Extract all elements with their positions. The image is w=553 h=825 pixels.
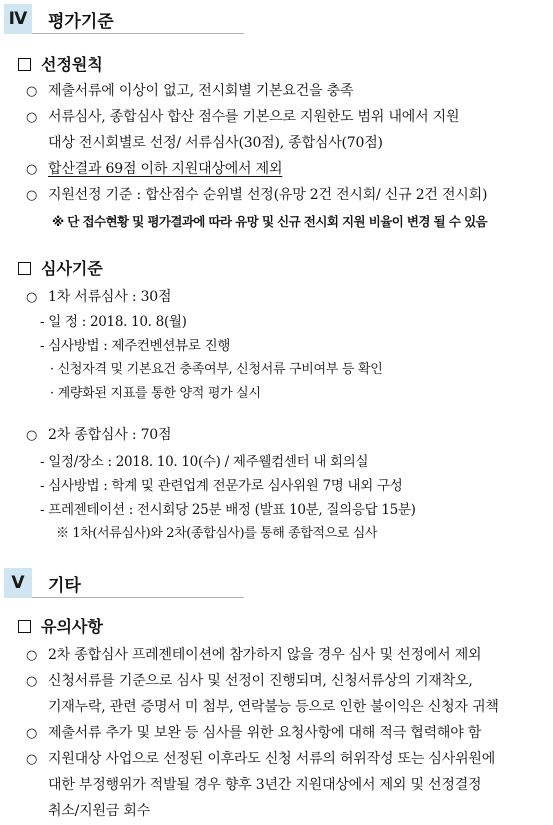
detail-row: - 일 정 : 2018. 10. 8(월) [40,314,187,330]
section-divider [32,33,244,34]
detail-row: - 심사방법 : 제주컨벤션뷰로 진행 [40,338,231,354]
list-item-continuation: 대상 전시회별로 선정/ 서류심사(30점), 종합심사(70점) [48,135,383,151]
square-bullet-icon [18,58,31,71]
list-item: ○ 신청서류를 기준으로 심사 및 선정이 진행되며, 신청서류상의 기재착오, [26,673,473,689]
section-title: 기타 [48,576,81,596]
circle-bullet-icon: ○ [26,428,38,443]
detail-row: - 심사방법 : 학계 및 관련업계 전문가로 심사위원 7명 내외 구성 [40,478,403,494]
detail-row: - 프레젠테이션 : 전시회당 25분 배정 (발표 10분, 질의응답 15분) [40,502,416,518]
list-item-continuation: 기재누락, 관련 증명서 미 첨부, 연락불능 등으로 인한 불이익은 신청자 귀책 [48,699,499,715]
list-item: ○ 서류심사, 종합심사 합산 점수를 기본으로 지원한도 범위 내에서 지원 [26,109,460,125]
detail-row: - 일정/장소 : 2018. 10. 10(수) / 제주웰컴센터 내 회의실 [40,454,369,470]
section-header-evaluation [4,4,244,34]
list-item: ○ 2차 종합심사 : 70점 [26,427,172,443]
circle-bullet-icon: ○ [26,290,38,305]
circle-bullet-icon: ○ [26,162,38,177]
section-number: Ⅳ [8,9,28,29]
list-item: ○ 합산결과 69점 이하 지원대상에서 제외 [26,161,283,177]
list-item: ○ 지원대상 사업으로 선정된 이후라도 신청 서류의 허위작성 또는 심사위원에 [26,751,496,767]
detail-subrow: · 신청자격 및 기본요건 충족여부, 신청서류 구비여부 등 확인 [50,362,383,377]
detail-subrow: · 계량화된 지표를 통한 양적 평가 실시 [50,386,261,401]
section-title: 평가기준 [48,12,114,32]
square-bullet-icon [18,262,31,275]
list-item: ○ 2차 종합심사 프레젠테이션에 참가하지 않을 경우 심사 및 선정에서 제외 [26,647,482,663]
circle-bullet-icon: ○ [26,110,38,125]
section-number: Ⅴ [11,573,25,593]
list-item: ○ 제출서류 추가 및 보완 등 심사를 위한 요청사항에 대해 적극 협력해야 함 [26,725,482,741]
section-number-box [4,568,32,598]
circle-bullet-icon: ○ [26,188,38,203]
square-bullet-icon [18,620,31,633]
list-item: ○ 지원선정 기준 : 합산점수 순위별 선정(유망 2건 전시회/ 신규 2건 전시회) [26,187,488,203]
section-number-box [4,4,32,34]
list-item-continuation: 대한 부정행위가 적발될 경우 향후 3년간 지원대상에서 제외 및 선정결정 [48,777,482,793]
subheading-criteria: 심사기준 [18,256,103,279]
section-divider [32,597,244,598]
circle-bullet-icon: ○ [26,674,38,689]
circle-bullet-icon: ○ [26,648,38,663]
list-item-continuation: 취소/지원금 회수 [48,803,151,819]
note-text: ※ 단 접수현황 및 평가결과에 따라 유망 및 신규 전시회 지원 비율이 변경 될 수 있음 [52,214,488,229]
list-item: ○ 제출서류에 이상이 없고, 전시회별 기본요건을 충족 [26,83,354,99]
section-header-etc [4,568,244,598]
subheading-principles: 선정원칙 [18,52,103,75]
subheading-notice: 유의사항 [18,614,103,637]
list-item: ○ 1차 서류심사 : 30점 [26,289,172,305]
circle-bullet-icon: ○ [26,752,38,767]
note-text: ※ 1차(서류심사)와 2차(종합심사)를 통해 종합적으로 심사 [56,526,378,541]
circle-bullet-icon: ○ [26,726,38,741]
circle-bullet-icon: ○ [26,84,38,99]
